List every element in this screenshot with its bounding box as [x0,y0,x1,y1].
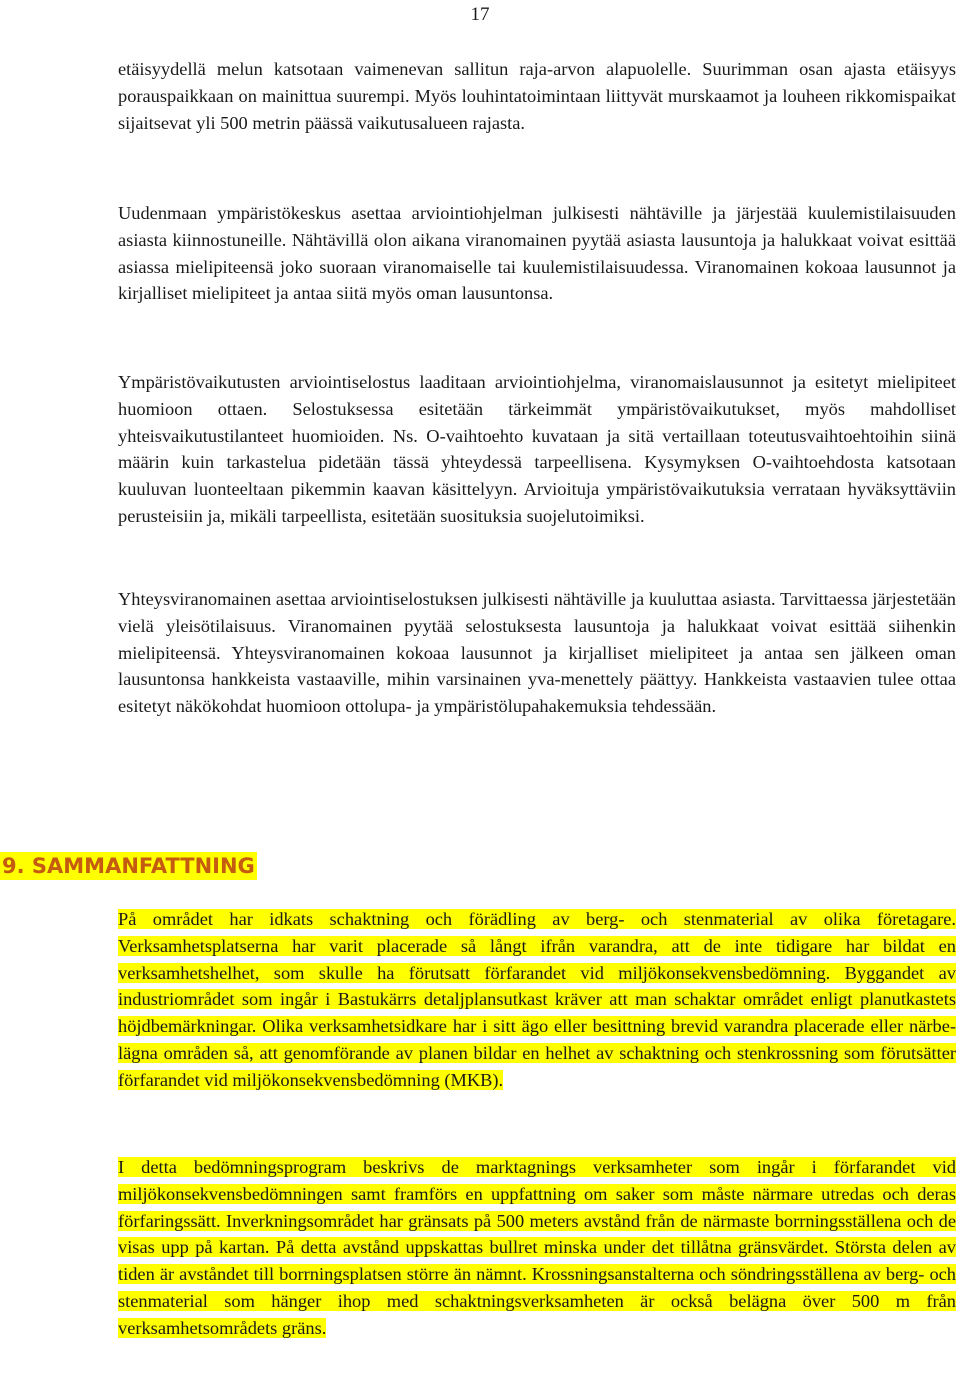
finnish-paragraph-4: Yhteysviranomainen asettaa arviointiselostuksen julkisesti nähtäville ja kuuluttaa asiasta. Tarvittaessa järjestetään vielä yleisötilaisuus. Viranomainen pyytää selostuksesta lausuntoja ja halukkaat voivat esittää siihenkin mielipiteensä. Yhteysviranomainen kokoaa lausunnot ja kirjalliset mielipiteet ja antaa sen jälkeen oman lausuntonsa hankkeista vastaaville, mihin varsinainen yva-menettely päättyy. Hankkeista vastaavien tulee ottaa esitetyt näkökohdat huomioon ottolupa- ja ympäristölupahakemuksia tehdessään. [118,589,956,717]
swedish-paragraph-2 [118,1154,956,1342]
page-number: 17 [470,4,490,25]
finnish-paragraph-3: Ympäristövaikutusten arviointiselostus laaditaan arviointiohjelma, viranomaislausunnot ja esitetyt mielipiteet huomioon ottaen. Selostuksessa esitetään tärkeimmät ympäristövaikutukset, myös mahdolliset yhteisvaikutustilanteet huomioiden. Ns. O-vaihtoehto kuvataan ja sitä vertaillaan toteutusvaihtoehtoihin siinä määrin kuin tarkastelua pidetään tässä yhteydessä tarpeellisena. Kysymyksen O-vaihtoehdosta katsotaan kuuluvan luonteeltaan pikemmin kaavan käsittelyyn. Arvioituja ympäristövaikutuksia verrataan hyväksyttäviin perusteisiin ja, mikäli tarpeellista, esitetään suosituksia suojelutoimiksi. [118,372,956,526]
section-heading-text: 9. SAMMANFATTNING [2,854,255,878]
section-heading [0,848,257,884]
swedish-paragraph-1-text: På området har idkats schaktning och förädling av berg- och stenmaterial av olika företagare. Verksamhetsplatserna har varit placerade så långt ifrån varandra, att de inte tidigare har bildat en verksamhetshelhet, som skulle ha förutsatt förfarandet vid miljökonsekvensbedömning. Byggandet av industriområdet som ingår i Bastukärrs detaljplansutkast kräver att man schaktar området enligt planutkastets höjdbemärkningar. Olika verksamhetsidkare har i sitt ägo eller besittning brevid varandra placerade eller närbelägna områden så, att genomförande av planen bildar en helhet av schaktning och stenkrossning som förutsätter förfarandet vid miljökonsekvensbedömning (MKB). [118,909,956,1090]
swedish-paragraph-1 [118,906,956,1094]
swedish-paragraph-2-text: I detta bedömningsprogram beskrivs de marktagnings verksamheter som ingår i förfarandet vid miljökonsekvensbedömningen samt framförs en uppfattning om saker som måste närmare utredas och deras förfaringssätt. Inverkningsområdet har gränsats på 500 meters avstånd från de närmaste borrningsställena och de visas upp på kartan. På detta avstånd uppskattas bullret minska under det tillåtna gränsvärdet. Största delen av tiden är avståndet till borrningsplatsen större än nämnt. Krossningsanstalterna och söndringsställena av berg- och stenmaterial som hänger ihop med schaktningsverksamheten är också belägna över 500 m från verksamhetsområdets gräns. [118,1157,956,1338]
finnish-paragraph-1: etäisyydellä melun katsotaan vaimenevan sallitun raja-arvon alapuolelle. Suurimman osan ajasta etäisyys porauspaikkaan on mainittua suurempi. Myös louhintatoimintaan liittyvät murskaamot ja louheen rikkomispaikat sijaitsevat yli 500 metrin päässä vaikutusalueen rajasta. [118,59,956,133]
finnish-paragraph-2: Uudenmaan ympäristökeskus asettaa arviointiohjelman julkisesti nähtäville ja järjestää kuulemistilaisuuden asiasta kiinnostuneille. Nähtävillä olon aikana viranomainen pyytää asiasta lausuntoja ja halukkaat voivat esittää asiassa mielipiteensä joko suoraan viranomaiselle tai kuulemistilaisuudessa. Viranomainen kokoaa lausunnot ja kirjalliset mielipiteet ja antaa siitä myös oman lausuntonsa. [118,203,956,304]
